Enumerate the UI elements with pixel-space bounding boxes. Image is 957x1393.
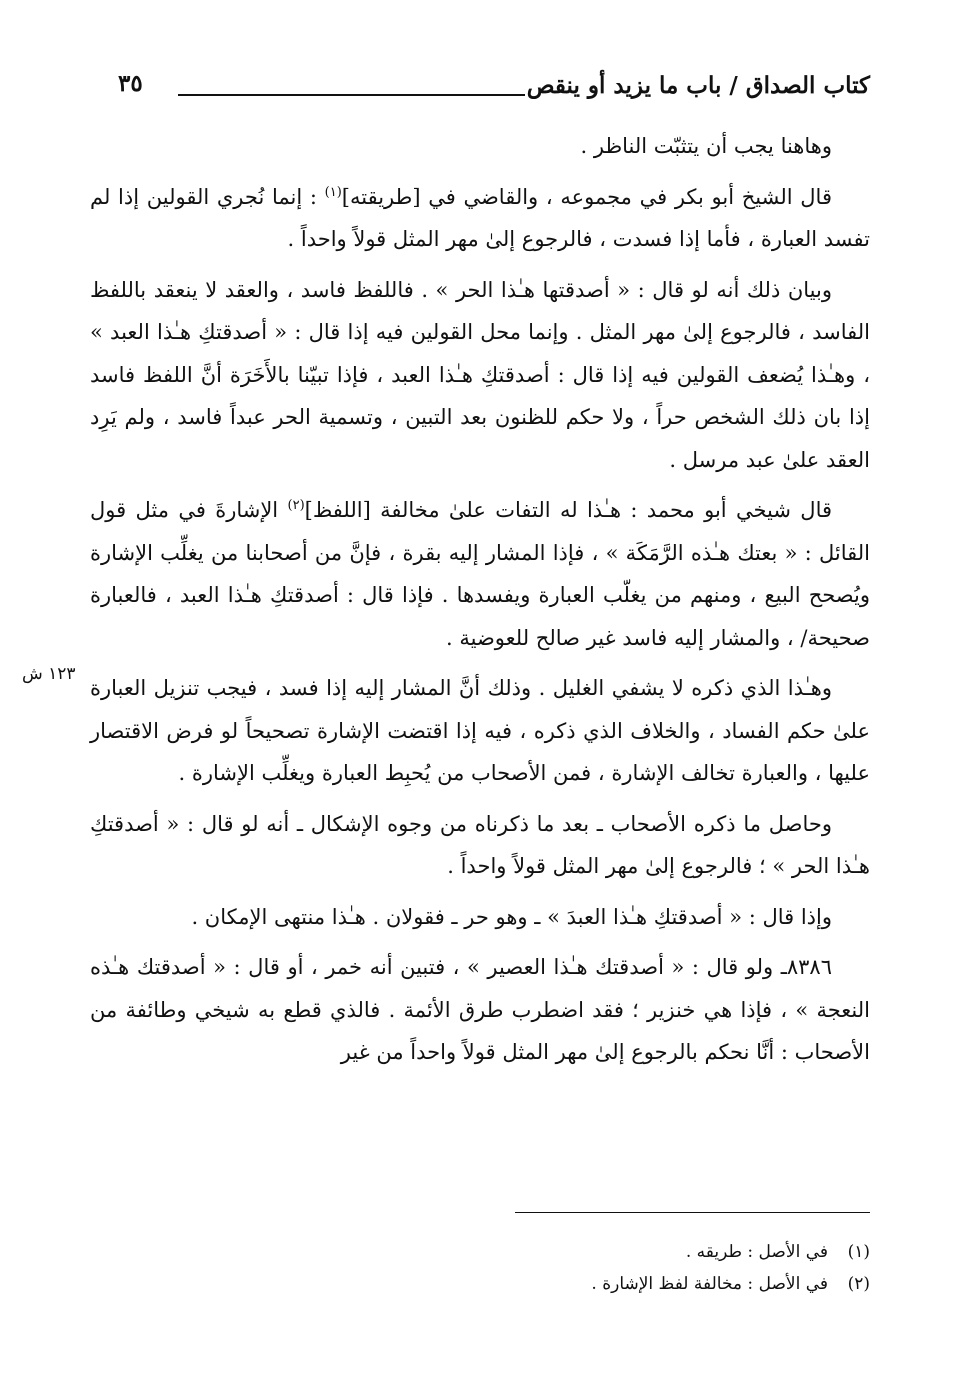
- paragraph-text: وهـٰذا الذي ذكره لا يشفي الغليل . وذلك أنَّ المشار إليه إذا فسد ، فيجب تنزيل العبارة علىٰ حكم الفساد ، والخلاف الذي ذكره ، فيه إذا اقتضت الإشارة تصحيحاً لو فرض الاقتصار عليها ، والعبارة تخالف الإشارة ، فمن الأصحاب من يُحبِط العبارة ويغلِّب الإشارة .: [90, 676, 870, 785]
- body-text: [90, 125, 870, 1082]
- paragraph-text: وحاصل ما ذكره الأصحاب ـ بعد ما ذكرناه من وجوه الإشكال ـ أنه لو قال : « أصدقتكِ هـٰذا الحر » ؛ فالرجوع إلىٰ مهر المثل قولاً واحداً .: [90, 811, 870, 878]
- paragraph: [90, 667, 870, 795]
- paragraph: [90, 125, 870, 168]
- footnote-number: (١): [847, 1242, 870, 1262]
- paragraph: [90, 269, 870, 482]
- paragraph-text: ٨٣٨٦ـ ولو قال : « أصدقتك هـٰذا العصير » ، فتبين أنه خمر ، أو قال : « أصدقتك هـٰذه النعجة » ، فإذا هي خنزير ؛ فقد اضطرب طرق الأئمة . فالذي قطع به شيخي وطائفة من الأصحاب : أنَّا نحكم بالرجوع إلىٰ مهر المثل قولاً واحداً من غير: [90, 955, 870, 1064]
- paragraph-text: : إنما نُجري القولين إذا لم تفسد العبارة ، فأما إذا فسدت ، فالرجوع إلىٰ مهر المثل قولاً واحداً .: [90, 184, 870, 251]
- paragraph-text: وهاهنا يجب أن يتثبّت الناظر .: [580, 134, 832, 158]
- footnotes: [270, 1236, 870, 1300]
- footnote-text: في الأصل : طريقه .: [685, 1242, 828, 1262]
- footnote-ref: (٢): [287, 498, 305, 513]
- paragraph-text: قال شيخي أبو محمد : هـٰذا له التفات علىٰ مخالفة [اللفظ]: [304, 498, 833, 522]
- paragraph-text: قال الشيخ أبو بكر في مجموعه ، والقاضي في [طريقته]: [341, 184, 832, 209]
- paragraph-text: الإشارةَ في مثل قول القائل : « بعتك هـٰذه الرَّمَكَة » ، فإذا المشار إليه بقرة ، فإنَّ من أصحابنا من يغلِّب الإشارة ويُصحح البيع ، ومنهم من يغلّب العبارة ويفسدها . فإذا قال : أصدقتكِ هـٰذا العبد ، فالعبارة صحيحة/ ، والمشار إليه فاسد غير صالح للعوضية .: [90, 498, 870, 650]
- footnote-number: (٢): [847, 1274, 870, 1294]
- page-number: ٣٥: [118, 70, 143, 97]
- paragraph-text: وإذا قال : « أصدقتكِ هـٰذا العبدَ » ـ وهو حر ـ فقولان . هـٰذا منتهى الإمكان .: [191, 904, 832, 929]
- footnote-ref: (١): [324, 184, 342, 200]
- footnote-text: في الأصل : مخالفة لفظ الإشارة .: [591, 1274, 828, 1294]
- footnote: [270, 1236, 870, 1268]
- margin-note: ١٢٣ ش: [22, 664, 76, 684]
- paragraph: [90, 803, 870, 888]
- paragraph: [90, 489, 870, 659]
- footnote-rule: [515, 1212, 870, 1213]
- header-rule: [178, 94, 525, 96]
- footnote: [270, 1268, 870, 1300]
- paragraph: [90, 176, 870, 261]
- paragraph-text: وبيان ذلك أنه لو قال : « أصدقتها هـٰذا الحر » . فاللفظ فاسد ، والعقد لا ينعقد باللفظ الفاسد ، فالرجوع إلىٰ مهر المثل . وإنما محل القولين فيه إذا قال : « أصدقتكِ هـٰذا العبد » ، وهـٰذا يُضعف القولين فيه إذا قال : أصدقتكِ هـٰذا العبد ، فإذا تبيّنا بالأَخَرَة أنَّ اللفظ فاسد إذا بان ذلك الشخص حراً ، ولا حكم للظنون بعد التبين ، وتسمية الحر عبداً فاسد ، ولم يَرِد العقد علىٰ عبد مرسل .: [90, 277, 870, 472]
- header-title: كتاب الصداق / باب ما يزيد أو ينقص: [526, 72, 870, 99]
- paragraph: [90, 896, 870, 939]
- running-header: [118, 72, 870, 112]
- paragraph: [90, 946, 870, 1074]
